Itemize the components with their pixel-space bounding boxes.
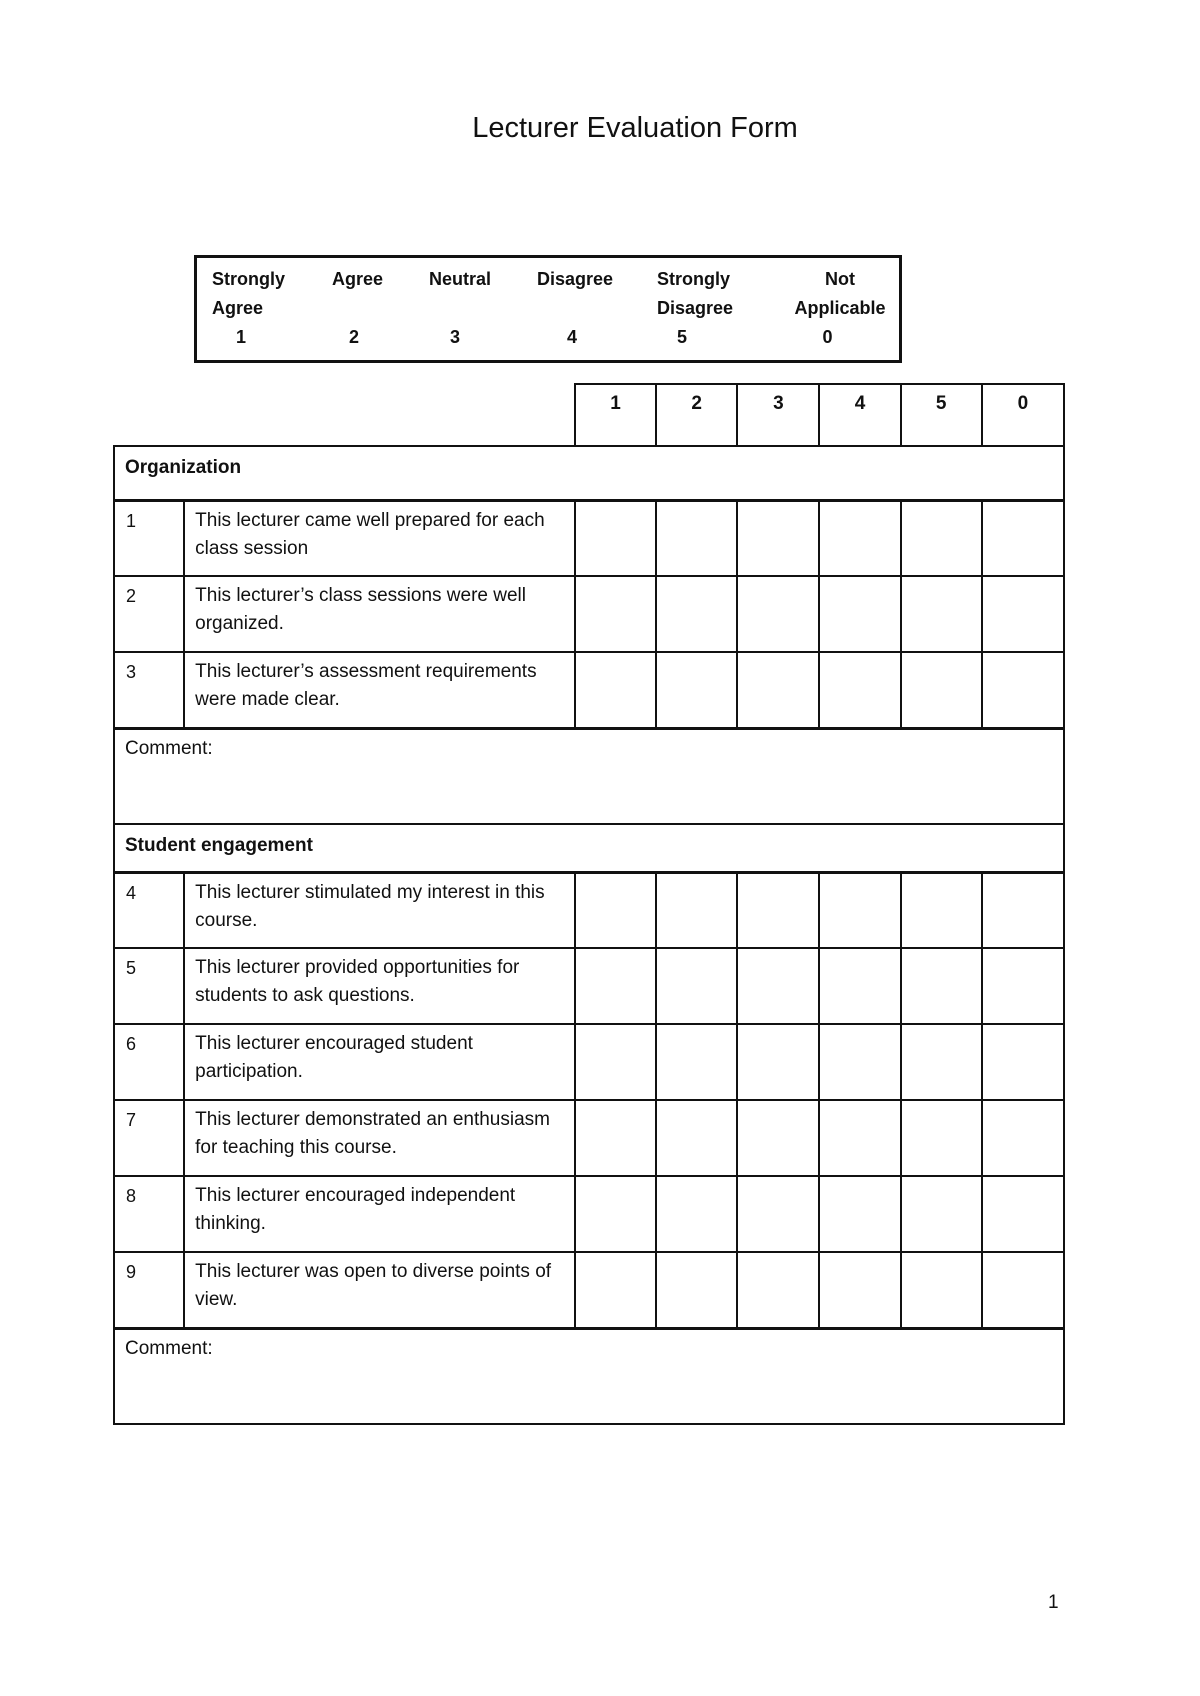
rating-header-row: [114, 384, 1064, 446]
item-statement: This lecturer stimulated my interest in this course.: [184, 872, 575, 948]
rating-cell-2[interactable]: [656, 1024, 737, 1100]
item-statement: This lecturer’s class sessions were well organized.: [184, 576, 575, 652]
rating-cell-4[interactable]: [819, 1176, 900, 1252]
section-heading-row: [114, 824, 1064, 872]
rating-cell-0[interactable]: [982, 872, 1064, 948]
page-number: 1: [1048, 1592, 1059, 1613]
page-title: Lecturer Evaluation Form: [472, 112, 798, 144]
rating-cell-3[interactable]: [737, 872, 819, 948]
table-row: [114, 948, 1064, 1024]
rating-cell-2[interactable]: [656, 500, 737, 576]
table-row: [114, 652, 1064, 728]
column-header: 0: [982, 384, 1064, 446]
item-number: 9: [114, 1252, 184, 1328]
rating-cell-4[interactable]: [819, 948, 900, 1024]
item-statement: This lecturer demonstrated an enthusiasm for teaching this course.: [184, 1100, 575, 1176]
legend-value: 5: [677, 327, 688, 347]
rating-cell-2[interactable]: [656, 1252, 737, 1328]
rating-cell-0[interactable]: [982, 1100, 1064, 1176]
item-number: 8: [114, 1176, 184, 1252]
legend-value: 4: [567, 327, 578, 347]
rating-cell-1[interactable]: [575, 1024, 656, 1100]
header-spacer: [114, 384, 575, 446]
rating-cell-5[interactable]: [901, 1252, 982, 1328]
table-row: [114, 576, 1064, 652]
item-statement: This lecturer provided opportunities for students to ask questions.: [184, 948, 575, 1024]
rating-cell-3[interactable]: [737, 1100, 819, 1176]
table-row: [114, 1252, 1064, 1328]
rating-cell-2[interactable]: [656, 1176, 737, 1252]
rating-cell-3[interactable]: [737, 1176, 819, 1252]
comment-field[interactable]: [114, 728, 1064, 824]
rating-cell-3[interactable]: [737, 652, 819, 728]
rating-cell-2[interactable]: [656, 872, 737, 948]
rating-cell-4[interactable]: [819, 500, 900, 576]
comment-row: [114, 1328, 1064, 1424]
legend-disagree: [537, 265, 627, 352]
item-statement: This lecturer’s assessment requirements were made clear.: [184, 652, 575, 728]
rating-cell-1[interactable]: [575, 1252, 656, 1328]
section-heading: Student engagement: [114, 824, 1064, 872]
rating-cell-0[interactable]: [982, 1024, 1064, 1100]
comment-field[interactable]: [114, 1328, 1064, 1424]
table-row: [114, 1100, 1064, 1176]
column-header: 3: [737, 384, 819, 446]
rating-cell-5[interactable]: [901, 576, 982, 652]
rating-cell-1[interactable]: [575, 948, 656, 1024]
table-row: [114, 500, 1064, 576]
comment-row: [114, 728, 1064, 824]
rating-cell-1[interactable]: [575, 500, 656, 576]
rating-cell-3[interactable]: [737, 1252, 819, 1328]
item-statement: This lecturer came well prepared for each class session: [184, 500, 575, 576]
rating-scale-legend: [194, 255, 902, 363]
legend-label: Disagree: [537, 269, 614, 289]
rating-cell-3[interactable]: [737, 500, 819, 576]
rating-cell-4[interactable]: [819, 1024, 900, 1100]
rating-cell-2[interactable]: [656, 1100, 737, 1176]
rating-cell-0[interactable]: [982, 652, 1064, 728]
rating-cell-5[interactable]: [901, 948, 982, 1024]
legend-value: 2: [349, 327, 360, 347]
rating-cell-1[interactable]: [575, 1100, 656, 1176]
rating-cell-0[interactable]: [982, 500, 1064, 576]
item-number: 7: [114, 1100, 184, 1176]
section-heading-row: [114, 446, 1064, 500]
legend-value: 0: [822, 327, 833, 347]
rating-cell-1[interactable]: [575, 652, 656, 728]
column-header: 5: [901, 384, 982, 446]
legend-label: Strongly Disagree: [657, 269, 734, 318]
rating-cell-1[interactable]: [575, 576, 656, 652]
table-row: [114, 1176, 1064, 1252]
legend-label: Not Applicable: [794, 269, 886, 318]
legend-value: 3: [450, 327, 461, 347]
item-statement: This lecturer encouraged independent thinking.: [184, 1176, 575, 1252]
rating-cell-3[interactable]: [737, 576, 819, 652]
rating-cell-5[interactable]: [901, 652, 982, 728]
rating-cell-1[interactable]: [575, 872, 656, 948]
legend-label: Neutral: [429, 269, 492, 289]
rating-cell-0[interactable]: [982, 948, 1064, 1024]
column-header: 1: [575, 384, 656, 446]
item-number: 6: [114, 1024, 184, 1100]
rating-cell-5[interactable]: [901, 1100, 982, 1176]
legend-not-applicable: [790, 265, 890, 352]
legend-neutral: [429, 265, 509, 352]
rating-cell-4[interactable]: [819, 652, 900, 728]
item-number: 2: [114, 576, 184, 652]
item-statement: This lecturer was open to diverse points of view.: [184, 1252, 575, 1328]
rating-cell-4[interactable]: [819, 1100, 900, 1176]
item-number: 3: [114, 652, 184, 728]
rating-table: [113, 383, 1065, 1425]
rating-cell-3[interactable]: [737, 948, 819, 1024]
table-row: [114, 872, 1064, 948]
rating-cell-2[interactable]: [656, 948, 737, 1024]
rating-cell-5[interactable]: [901, 500, 982, 576]
rating-cell-4[interactable]: [819, 1252, 900, 1328]
rating-cell-5[interactable]: [901, 872, 982, 948]
rating-cell-1[interactable]: [575, 1176, 656, 1252]
rating-cell-0[interactable]: [982, 576, 1064, 652]
rating-cell-5[interactable]: [901, 1176, 982, 1252]
legend-value: 1: [236, 327, 247, 347]
rating-cell-4[interactable]: [819, 576, 900, 652]
rating-cell-0[interactable]: [982, 1252, 1064, 1328]
legend-label: Strongly Agree: [212, 269, 286, 318]
item-number: 1: [114, 500, 184, 576]
rating-cell-4[interactable]: [819, 872, 900, 948]
column-header: 2: [656, 384, 737, 446]
rating-cell-5[interactable]: [901, 1024, 982, 1100]
rating-cell-3[interactable]: [737, 1024, 819, 1100]
legend-strongly-agree: [212, 265, 292, 352]
legend-agree: [332, 265, 402, 352]
column-header: 4: [819, 384, 900, 446]
rating-cell-2[interactable]: [656, 576, 737, 652]
comment-label: Comment:: [125, 737, 213, 759]
item-number: 5: [114, 948, 184, 1024]
comment-label: Comment:: [125, 1337, 213, 1359]
item-number: 4: [114, 872, 184, 948]
section-heading: Organization: [114, 446, 1064, 500]
item-statement: This lecturer encouraged student participation.: [184, 1024, 575, 1100]
table-row: [114, 1024, 1064, 1100]
rating-cell-0[interactable]: [982, 1176, 1064, 1252]
legend-label: Agree: [332, 269, 384, 289]
legend-strongly-disagree: [657, 265, 747, 352]
rating-cell-2[interactable]: [656, 652, 737, 728]
